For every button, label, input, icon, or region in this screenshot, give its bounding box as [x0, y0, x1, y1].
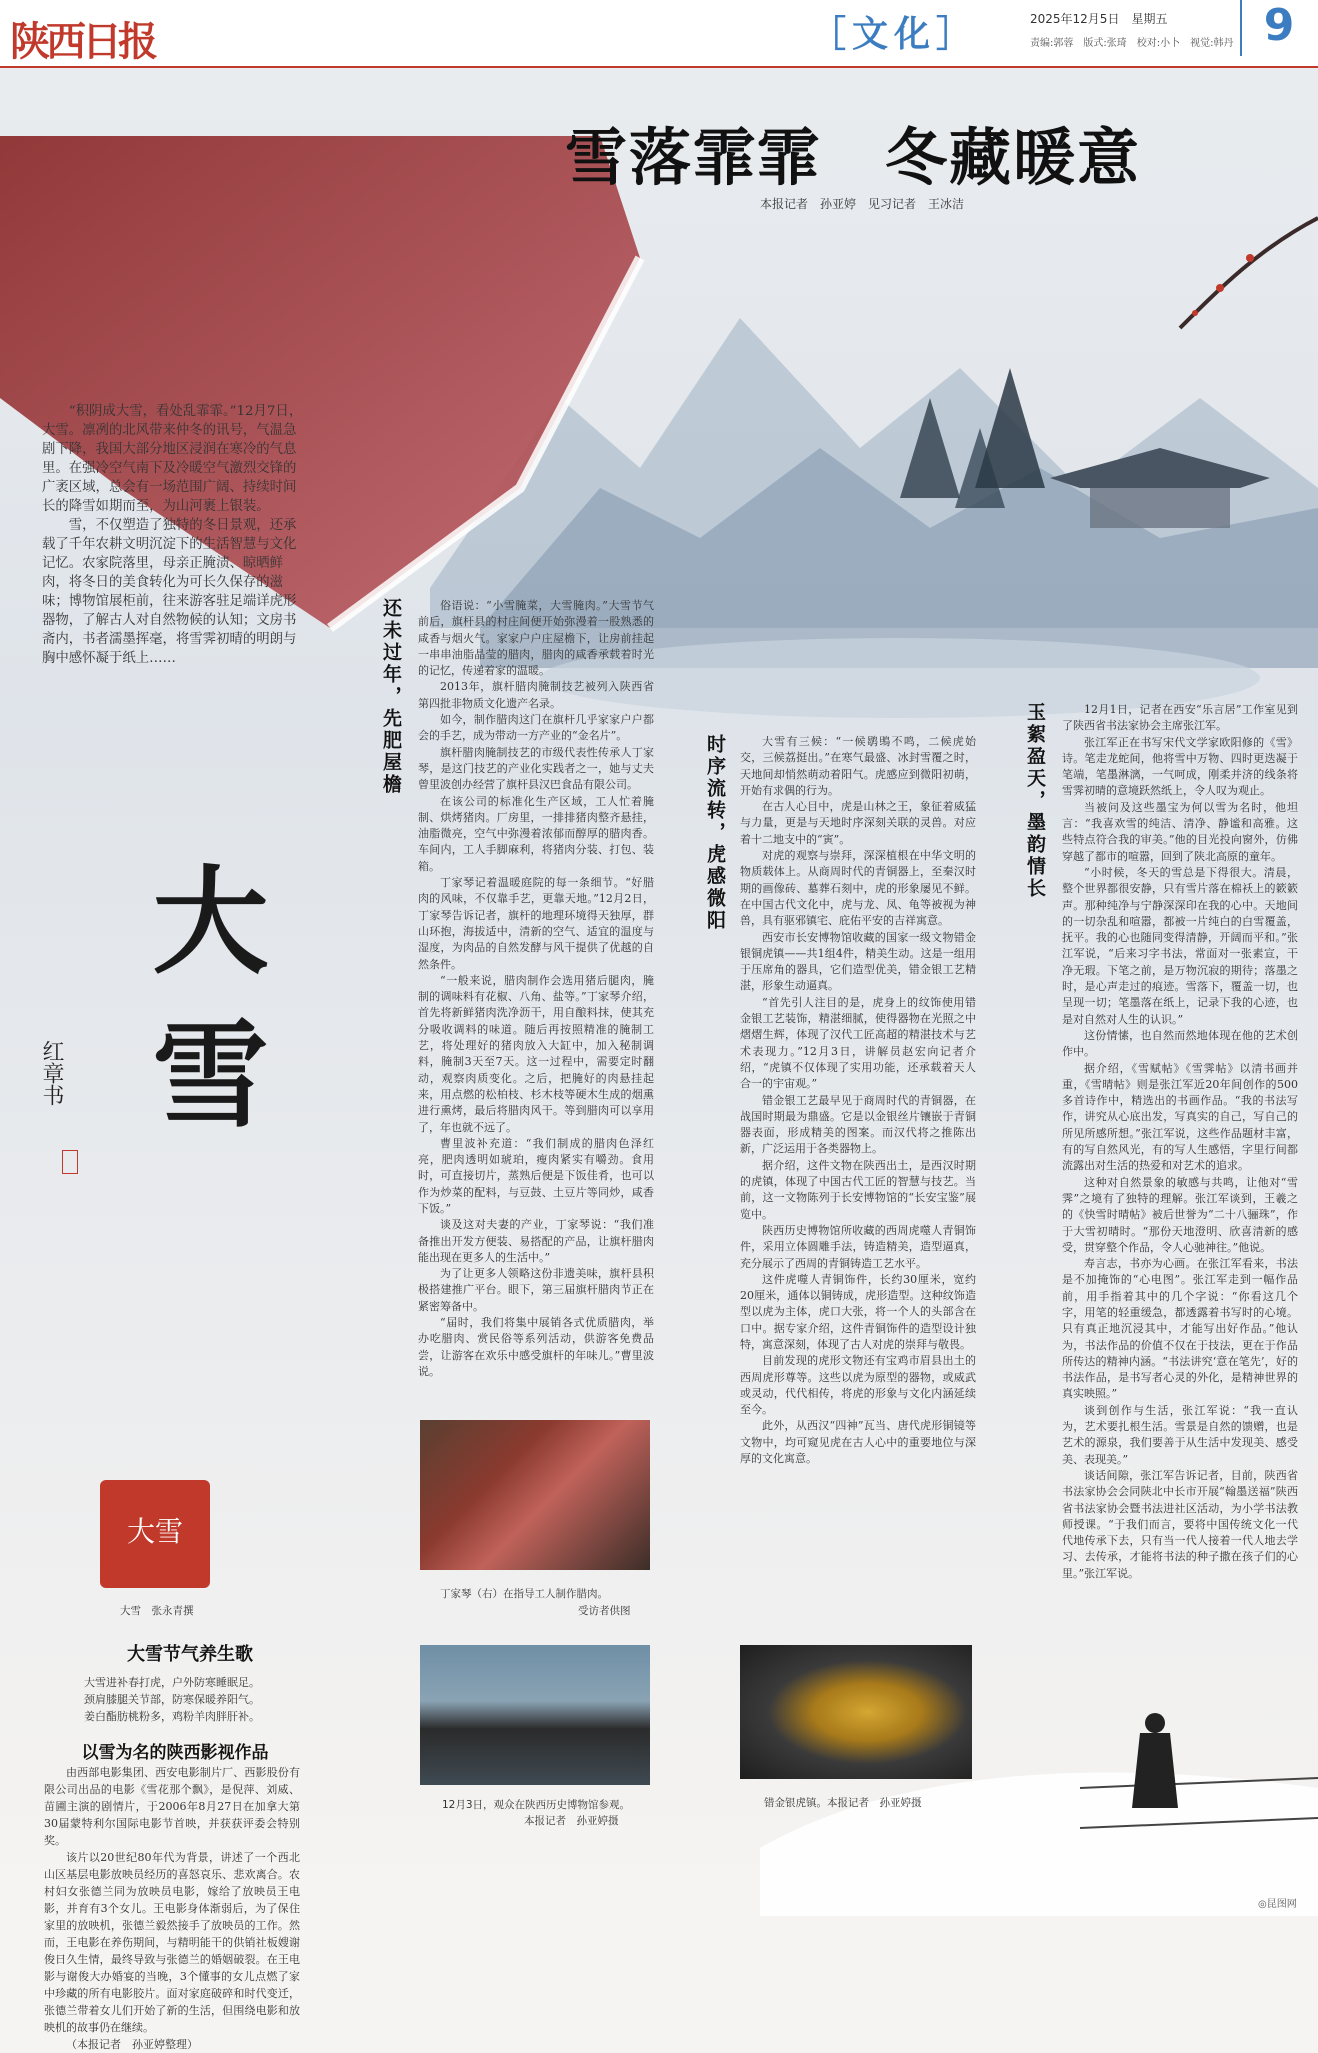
section-label: ［文化］: [810, 14, 979, 55]
article1-body: [418, 598, 654, 1408]
photo-workers-preparing-meat: [420, 1420, 650, 1570]
article1-paragraph: “一般来说，腊肉制作会选用猪后腿肉，腌制的调味料有花椒、八角、盐等。”丁家琴介绍，首先将新鲜猪肉洗净沥干，用自酿料抹，使其充分吸收调料的味道。随后再按照精准的腌制工艺，将处理好的猪肉放入大缸中，加入秘制调料，腌制3天至7天。这一过程中，需要定时翻动，观察肉质变化。之后，把腌好的肉悬挂起来，用点燃的松柏枝、杉木枝等硬木生成的烟熏进行熏烤，最后将腊肉风干。等到腊肉可以享用了，年也就不远了。: [418, 973, 654, 1134]
byline: 本报记者 孙亚婷 见习记者 王冰洁: [760, 197, 965, 211]
calligraphy-signature: 红章书: [39, 1040, 64, 1106]
article1-paragraph: 谈及这对夫妻的产业，丁家琴说：“我们准备推出开发方便装、易搭配的产品，让旗杆腊肉能出现在更多人的生活中。”: [418, 1218, 654, 1264]
article2-paragraph: 对虎的观察与崇拜，深深植根在中华文明的物质载体上。从商周时代的青铜器上，至秦汉时期的画像砖、墓葬石刻中，虎的形象屡见不鲜。在中国古代文化中，虎与龙、凤、龟等被视为神兽，具有驱邪镇宅、庇佑平安的吉祥寓意。: [740, 849, 976, 928]
sidebox-paragraph: （本报记者 孙亚婷整理）: [66, 2038, 198, 2051]
sidebox-paragraph: 该片以20世纪80年代为背景，讲述了一个西北山区基层电影放映员经历的喜怒哀乐、悲欢离合。农村妇女张德兰同为放映员电影，嫁给了放映员王电影，并育有3个女儿。王电影身体渐弱后，为了保住家里的放映机，张德兰毅然接手了放映员的工作。然而，王电影在养伤期间，与精明能干的供销社板嫂谢俊日久生情，最终导致与张德兰的婚姻破裂。在王电影与谢俊大办婚宴的当晚，3个懂事的女儿点燃了家中珍藏的所有电影胶片。面对家庭破碎和时代变迁，张德兰带着女儿们开始了新的生活，但围绕电影和放映机的故事仍在继续。: [44, 1851, 300, 2034]
article2-paragraph: 目前发现的虎形文物还有宝鸡市眉县出土的西周虎形尊等。这些以虎为原型的器物，或威武或灵动，代代相传，将虎的形象与文化内涵延续至今。: [740, 1354, 976, 1417]
article1-paragraph: 旗杆腊肉腌制技艺的市级代表性传承人丁家琴，是这门技艺的产业化实践者之一，她与丈夫曾里波创办经营了旗杆县汉巴食品有限公司。: [418, 745, 654, 792]
small-seal-icon: [62, 1150, 78, 1174]
article2-paragraph: 陕西历史博物馆所收藏的西周虎噬人青铜饰件，采用立体圆雕手法，铸造精美，造型逼真，充分展示了西周的青铜铸造工艺水平。: [740, 1223, 976, 1270]
photo-gold-silver-tiger: [740, 1645, 972, 1779]
photo2-credit: 本报记者 孙亚婷摄: [524, 1815, 619, 1827]
paper-logo: 陕西日报: [10, 18, 154, 65]
article3-body: [1062, 702, 1298, 1674]
article2-paragraph: 据介绍，这件文物在陕西出土，是西汉时期的虎镇，体现了中国古代工匠的智慧与技艺。当前，这一文物陈列于长安博物馆的“长安宝鉴”展览中。: [740, 1158, 976, 1221]
article3-paragraph: 12月1日，记者在西安“乐言居”工作室见到了陕西省书法家协会主席张江军。: [1062, 703, 1298, 733]
article2-paragraph: 这件虎噬人青铜饰件，长约30厘米，宽约20厘米，通体以铜铸成，虎形造型。这种纹饰造型以虎为主体，虎口大张，将一个人的头部含在口中。据专家介绍，这件青铜饰件的造型设计独特，寓意深刻，体现了古人对虎的崇拜与敬畏。: [740, 1272, 976, 1351]
article1-paragraph: 在该公司的标准化生产区域，工人忙着腌制、烘烤猪肉。厂房里，一排排猪肉整齐悬挂，油脂微亮，空气中弥漫着浓郁而醇厚的腊肉香。车间内，工人手脚麻利，将猪肉分装、打包、装箱。: [418, 794, 654, 873]
article1-paragraph: 曹里波补充道：“我们制成的腊肉色泽红亮，肥肉透明如琥珀，瘦肉紧实有嚼劲。食用时，可直接切片，蒸熟后便是下饭佳肴，也可以作为炒菜的配料，与豆鼓、土豆片等同炒，咸香下饭。”: [418, 1136, 654, 1215]
issue-date: 2025年12月5日 星期五: [1030, 12, 1168, 26]
poem-title: 大雪节气养生歌: [127, 1644, 253, 1665]
article3-paragraph: 谈话间隙，张江军告诉记者，目前，陕西省书法家协会会同陕北中长市开展“翰墨送福”陕西省书法家协会暨书法进社区活动，为小学书法教师授课。“于我们而言，要将中国传统文化一代代地传承下去，只有当一代人接着一代人地去学习、去传承，才能将书法的种子撒在孩子们的心里。”张江军说。: [1062, 1468, 1298, 1580]
article1-paragraph: “届时，我们将集中展销各式优质腊肉，举办吃腊肉、赏民俗等系列活动，供游客免费品尝，让游客在欢乐中感受旗杆的年味儿。”曹里波说。: [418, 1316, 654, 1378]
article3-paragraph: 寿言志，书亦为心画。在张江军看来，书法是不加掩饰的“心电图”。张江军走到一幅作品前，用手指着其中的几个字说：“你看这几个字，用笔的轻重缓急，都透露着书写时的心境。只有真正地沉浸其中，才能写出好作品。”他认为，书法作品的价值不仅在于技法，更在于作品所传达的精神内涵。“书法讲究‘意在笔先’，好的书法作品，是书写者心灵的外化，是精神世界的真实映照。”: [1062, 1257, 1298, 1401]
article1-paragraph: 2013年，旗杆腊肉腌制技艺被列入陕西省第四批非物质文化遗产名录。: [418, 680, 654, 710]
article2-title: 时序流转，虎感微阳: [704, 734, 726, 932]
red-seal-stamp: 大雪: [100, 1480, 210, 1588]
article2-paragraph: 此外，从西汉“四神”瓦当、唐代虎形铜镜等文物中，均可窥见虎在古人心中的重要地位与深厚的文化寓意。: [740, 1419, 976, 1466]
sidebox-text: [44, 1764, 300, 2051]
image-credit: ◎昆图网: [1258, 1899, 1297, 1910]
article3-title: 玉絮盈天，墨韵情长: [1024, 702, 1046, 900]
sidebox-title: 以雪为名的陕西影视作品: [81, 1743, 269, 1763]
article3-paragraph: 谈到创作与生活，张江军说：“我一直认为，艺术要扎根生活。雪景是自然的馈赠，也是艺术的源泉，我们要善于从生活中发现美、感受美、表现美。”: [1062, 1403, 1298, 1466]
editor-credits: 责编:郭蓉 版式:张琦 校对:小卜 视觉:韩丹: [1030, 38, 1234, 49]
article2-paragraph: “首先引人注目的是，虎身上的纹饰使用错金银工艺装饰，精湛细腻，使得器物在光照之中熠熠生辉，体现了汉代工匠高超的精湛技术与艺术表现力。”12月3日，讲解员赵宏向记者介绍，“虎镇不仅体现了实用功能，还承载着天人合一的宇宙观。”: [740, 995, 976, 1091]
photo2-caption: 12月3日，观众在陕西历史博物馆参观。: [442, 1799, 631, 1811]
photo3-caption: 错金银虎镇。本报记者 孙亚婷摄: [764, 1797, 922, 1809]
page-headline: 雪落霏霏 冬藏暖意: [565, 121, 1142, 194]
article1-paragraph: 俗语说：“小雪腌菜，大雪腌肉。”大雪节气前后，旗杆县的村庄间便开始弥漫着一股熟悉的咸香与烟火气。家家户户庄屋檐下，让房前挂起一串串油脂晶莹的腊肉，腊肉的咸香承载着时光的记忆，传递着家的温暖。: [418, 599, 654, 678]
calligraphy-caption: 大雪 张永青撰: [120, 1605, 194, 1617]
article3-paragraph: 据介绍，《雪赋帖》《雪霁帖》以清书画并重，《雪晴帖》则是张江军近20年间创作的500多首诗作中，精选出的书画作品。“我的书法写作，讲究从心底出发，写真实的自己，写自己的所见所感所想。”张江军说，这些作品题材丰富，有的写自然风光，有的写人生感悟，字里行间都流露出对生活的热爱和对艺术的追求。: [1062, 1061, 1298, 1173]
calligraphy-artwork: 大雪: [133, 860, 269, 1168]
intro-text: [42, 402, 308, 668]
photo1-credit: 受访者供图: [578, 1605, 631, 1617]
article3-paragraph: 这份情愫，也自然而然地体现在他的艺术创作中。: [1062, 1028, 1298, 1059]
intro-paragraph: “积阴成大雪，看处乱霏霏。”12月7日，大雪。凛冽的北风带来仲冬的讯号，气温急剧下降，我国大部分地区浸润在寒冷的气息里。在强冷空气南下及冷暖空气激烈交锋的广袤区域，总会有一场范围广阔、持续时间长的降雪如期而至，为山河裹上银装。: [42, 404, 303, 514]
article3-paragraph: 当被问及这些墨宝为何以雪为名时，他坦言：“我喜欢雪的纯洁、清净、静谧和高雅。这些特点符合我的审美。”他的目光投向窗外，仿佛穿越了都市的喧嚣，回到了陕北高原的童年。: [1062, 800, 1298, 863]
article3-paragraph: 张江军正在书写宋代文学家欧阳修的《雪》诗。笔走龙蛇间，他将雪中万物、四时更迭凝于笔端，笔墨淋漓，一气呵成，刚柔并济的线条将雪霁初晴的意境跃然纸上，令人叹为观止。: [1062, 735, 1298, 798]
article3-paragraph: “小时候，冬天的雪总是下得很大。清晨，整个世界都很安静，只有雪片落在棉袄上的簌簌声。那种纯净与宁静深深印在我的心中。天地间的一切杂乱和喧嚣，都被一片纯白的白雪覆盖，抚平。我的心也随同变得清静，开阔而平和。”张江军说，“后来习字书法，常面对一张素宣，干净无瑕。下笔之前，是万物沉寂的期待；落墨之时，是心声走过的痕迹。雪落下，覆盖一切，也呈现一切；笔墨落在纸上，记录下我的心迹，也是对自然对人生的认识。”: [1062, 865, 1298, 1026]
article1-title: 还未过年，先肥屋檐: [380, 598, 402, 796]
intro-paragraph: 雪，不仅塑造了独特的冬日景观，还承载了千年农耕文明沉淀下的生活智慧与文化记忆。农家院落里，母亲正腌渍、晾晒鲜肉，将冬日的美食转化为可长久保存的滋味；博物馆展柜前，往来游客驻足端详虎形器物，了解古人对自然物候的认知；文房书斋内，书者濡墨挥毫，将雪霁初晴的明朗与胸中感怀凝于纸上……: [42, 518, 297, 666]
article2-paragraph: 错金银工艺最早见于商周时代的青铜器，在战国时期最为鼎盛。它是以金银丝片镶嵌于青铜器表面，形成精美的图案。而汉代将之推陈出新，广泛运用于各类器物上。: [740, 1093, 976, 1156]
article1-paragraph: 为了让更多人领略这份非遗美味，旗杆县积极搭建推广平台。眼下，第三届旗杆腊肉节正在紧密筹备中。: [418, 1267, 654, 1313]
photo-museum-visitor: [420, 1645, 650, 1785]
article2-body: [740, 734, 976, 1610]
article1-paragraph: 丁家琴记着温暖庭院的每一条细节。“好腊肉的风味，不仅靠手艺，更靠天地。”12月2日，丁家琴告诉记者，旗杆的地理环境得天独厚，群山环抱，海拔适中，清新的空气、适宜的温度与湿度，为肉品的自然发酵与风干提供了优越的自然条件。: [418, 876, 654, 971]
page-number: 9: [1240, 0, 1316, 56]
article2-paragraph: 大雪有三候：“一候鹖鴠不鸣，二候虎始交，三候荔挺出。”在寒气最盛、冰封雪覆之时，天地间却悄然萌动着阳气。虎感应到微阳初萌，开始有求偶的行为。: [740, 735, 976, 797]
article2-paragraph: 在古人心目中，虎是山林之王，象征着威猛与力量，更是与天地时序深刻关联的灵兽。对应着十二地支中的“寅”。: [740, 800, 976, 846]
sidebox-paragraph: 由西部电影集团、西安电影制片厂、西影股份有限公司出品的电影《雪花那个飘》，是倪萍、刘威、苗圃主演的剧情片，于2006年8月27日在加拿大第30届蒙特利尔国际电影节首映，并获获评委会特别奖。: [44, 1766, 300, 1847]
article3-paragraph: 这种对自然景象的敏感与共鸣，让他对“雪霁”之境有了独特的理解。张江军谈到，王羲之的《快雪时晴帖》被后世誉为“二十八骊珠”，作于大雪初晴时。“那份天地澄明、欣喜清新的感受，贯穿整个作品，令人心驰神往。”他说。: [1062, 1175, 1298, 1254]
photo1-caption: 丁家琴（右）在指导工人制作腊肉。: [440, 1588, 608, 1600]
article1-paragraph: 如今，制作腊肉这门在旗杆几乎家家户户都会的手艺，成为带动一方产业的“金名片”。: [418, 713, 654, 743]
poem-text: 大雪进补春打虎，户外防寒睡眠足。 颈肩膝腿关节部，防寒保暖养阳气。 姜白酯肪桃粉多，鸡粉羊肉胖肝补。: [84, 1676, 260, 1723]
article2-paragraph: 西安市长安博物馆收藏的国家一级文物错金银铜虎镇——共1组4件，精美生动。这是一组用于压席角的器具，它们造型优美，错金银工艺精湛，形象生动逼真。: [740, 930, 976, 993]
